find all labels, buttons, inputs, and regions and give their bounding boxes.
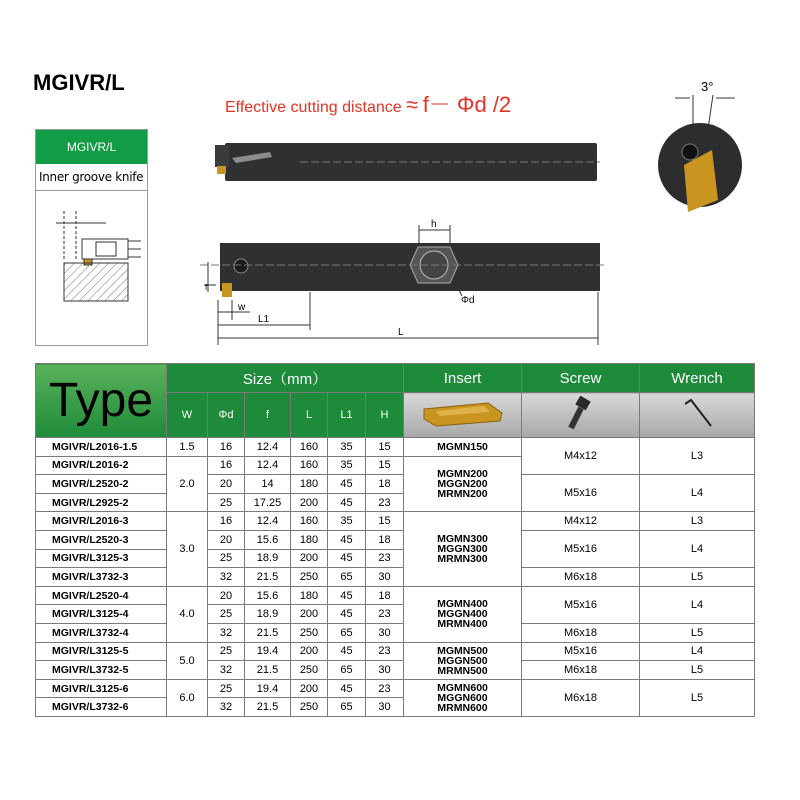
wrench-header: Wrench xyxy=(640,364,755,393)
insert-line: MGMN500 xyxy=(437,644,488,657)
screw-cell: M5x16 xyxy=(522,642,640,661)
col-w: W xyxy=(167,393,208,438)
screw-cell: M5x16 xyxy=(522,586,640,623)
wrench-cell: L4 xyxy=(640,530,755,567)
w-cell: 2.0 xyxy=(167,456,208,512)
l-cell: 250 xyxy=(291,568,328,587)
f-cell: 21.5 xyxy=(245,698,291,717)
h-cell: 15 xyxy=(366,438,404,457)
d-cell: 25 xyxy=(208,642,245,661)
dim-phid-label: Φd xyxy=(461,295,475,306)
screw-cell: M5x16 xyxy=(522,530,640,567)
w-cell: 3.0 xyxy=(167,512,208,586)
insert-line: MGGN200 xyxy=(437,477,488,490)
h-cell: 30 xyxy=(366,623,404,642)
d-cell: 25 xyxy=(208,605,245,624)
f-cell: 12.4 xyxy=(245,438,291,457)
d-cell: 32 xyxy=(208,661,245,680)
d-cell: 32 xyxy=(208,698,245,717)
l1-cell: 45 xyxy=(328,605,366,624)
d-cell: 25 xyxy=(208,493,245,512)
l1-cell: 65 xyxy=(328,698,366,717)
type-header: Type xyxy=(36,364,167,438)
f-cell: 21.5 xyxy=(245,623,291,642)
d-cell: 16 xyxy=(208,512,245,531)
f-cell: 21.5 xyxy=(245,568,291,587)
tool-end-view xyxy=(658,95,742,212)
l1-cell: 35 xyxy=(328,512,366,531)
l-cell: 180 xyxy=(291,586,328,605)
h-cell: 18 xyxy=(366,475,404,494)
l-cell: 160 xyxy=(291,512,328,531)
f-cell: 17.25 xyxy=(245,493,291,512)
insert-image xyxy=(404,393,522,438)
insert-line: MGMN150 xyxy=(437,440,488,453)
screw-cell: M5x16 xyxy=(522,475,640,512)
f-cell: 12.4 xyxy=(245,512,291,531)
h-cell: 23 xyxy=(366,605,404,624)
d-cell: 16 xyxy=(208,456,245,475)
dim-w-label: w xyxy=(238,302,246,313)
table-row-model: MGIVR/L2016-3 xyxy=(36,512,167,531)
l-cell: 200 xyxy=(291,493,328,512)
table-row-model: MGIVR/L2016-2 xyxy=(36,456,167,475)
insert-line: MRMN200 xyxy=(437,487,488,500)
h-cell: 23 xyxy=(366,493,404,512)
h-cell: 15 xyxy=(366,512,404,531)
l1-cell: 45 xyxy=(328,549,366,568)
screw-cell: M4x12 xyxy=(522,512,640,531)
f-cell: 19.4 xyxy=(245,642,291,661)
l-cell: 180 xyxy=(291,475,328,494)
l1-cell: 65 xyxy=(328,661,366,680)
h-cell: 23 xyxy=(366,642,404,661)
insert-line: MGGN400 xyxy=(437,608,488,621)
table-row-model: MGIVR/L3732-6 xyxy=(36,698,167,717)
h-cell: 15 xyxy=(366,456,404,475)
f-cell: 14 xyxy=(245,475,291,494)
l-cell: 180 xyxy=(291,530,328,549)
table-row-model: MGIVR/L3125-5 xyxy=(36,642,167,661)
d-cell: 16 xyxy=(208,438,245,457)
l1-cell: 35 xyxy=(328,438,366,457)
col-f: f xyxy=(245,393,291,438)
table-row-model: MGIVR/L3732-3 xyxy=(36,568,167,587)
screw-image xyxy=(522,393,640,438)
w-cell: 4.0 xyxy=(167,586,208,642)
screw-cell: M4x12 xyxy=(522,438,640,475)
wrench-cell: L5 xyxy=(640,679,755,716)
table-row-model: MGIVR/L3125-3 xyxy=(36,549,167,568)
insert-icon xyxy=(418,399,508,429)
insert-cell xyxy=(404,586,522,642)
screw-cell: M6x18 xyxy=(522,568,640,587)
dim-l1-label: L1 xyxy=(258,314,270,325)
f-cell: 19.4 xyxy=(245,679,291,698)
insert-line: MGMN200 xyxy=(437,467,488,480)
table-row-model: MGIVR/L3732-4 xyxy=(36,623,167,642)
l-cell: 250 xyxy=(291,661,328,680)
wrench-cell: L5 xyxy=(640,661,755,680)
insert-line: MGMN400 xyxy=(437,598,488,611)
col-l1: L1 xyxy=(328,393,366,438)
d-cell: 32 xyxy=(208,623,245,642)
insert-line: MRMN300 xyxy=(437,553,488,566)
l-cell: 160 xyxy=(291,438,328,457)
spec-table xyxy=(35,363,755,717)
h-cell: 18 xyxy=(366,530,404,549)
f-cell: 15.6 xyxy=(245,586,291,605)
l1-cell: 45 xyxy=(328,586,366,605)
h-cell: 18 xyxy=(366,586,404,605)
l1-cell: 45 xyxy=(328,493,366,512)
l-cell: 200 xyxy=(291,679,328,698)
table-row-model: MGIVR/L3125-4 xyxy=(36,605,167,624)
screw-cell: M6x18 xyxy=(522,623,640,642)
insert-line: MRMN600 xyxy=(437,701,488,714)
insert-cell xyxy=(404,438,522,457)
side-card-header: MGIVR/L xyxy=(36,130,147,164)
insert-line: MRMN400 xyxy=(437,618,488,631)
wrench-cell: L4 xyxy=(640,586,755,623)
screw-cell: M6x18 xyxy=(522,679,640,716)
insert-line: MGMN300 xyxy=(437,533,488,546)
technical-drawing xyxy=(0,0,800,360)
f-cell: 15.6 xyxy=(245,530,291,549)
l1-cell: 45 xyxy=(328,679,366,698)
dim-l-label: L xyxy=(398,327,404,338)
h-cell: 23 xyxy=(366,679,404,698)
l1-cell: 65 xyxy=(328,623,366,642)
table-row-model: MGIVR/L2925-2 xyxy=(36,493,167,512)
l-cell: 250 xyxy=(291,623,328,642)
formula-label: Effective cutting distance xyxy=(225,99,402,116)
insert-cell xyxy=(404,456,522,512)
h-cell: 30 xyxy=(366,698,404,717)
table-row-model: MGIVR/L3732-5 xyxy=(36,661,167,680)
l1-cell: 45 xyxy=(328,475,366,494)
size-header: Size（mm） xyxy=(167,364,404,393)
dim-f-label: f xyxy=(205,283,208,292)
col-l: L xyxy=(291,393,328,438)
angle-label: 3° xyxy=(701,79,714,94)
insert-line: MGGN300 xyxy=(437,543,488,556)
l-cell: 250 xyxy=(291,698,328,717)
h-cell: 30 xyxy=(366,661,404,680)
col-h: H xyxy=(366,393,404,438)
l-cell: 200 xyxy=(291,642,328,661)
table-row-model: MGIVR/L2520-4 xyxy=(36,586,167,605)
screw-icon xyxy=(561,394,601,434)
w-cell: 1.5 xyxy=(167,438,208,457)
wrench-cell: L4 xyxy=(640,475,755,512)
wrench-cell: L3 xyxy=(640,438,755,475)
insert-cell xyxy=(404,642,522,679)
tool-top-view xyxy=(215,143,600,181)
d-cell: 25 xyxy=(208,549,245,568)
h-cell: 30 xyxy=(366,568,404,587)
wrench-image xyxy=(640,393,755,438)
col-phid: Φd xyxy=(208,393,245,438)
wrench-cell: L5 xyxy=(640,623,755,642)
insert-header: Insert xyxy=(404,364,522,393)
wrench-cell: L4 xyxy=(640,642,755,661)
dim-h-label: h xyxy=(431,219,437,230)
d-cell: 25 xyxy=(208,679,245,698)
insert-cell xyxy=(404,512,522,586)
l1-cell: 65 xyxy=(328,568,366,587)
d-cell: 32 xyxy=(208,568,245,587)
f-cell: 21.5 xyxy=(245,661,291,680)
insert-cell xyxy=(404,679,522,716)
table-row-model: MGIVR/L2520-2 xyxy=(36,475,167,494)
d-cell: 20 xyxy=(208,530,245,549)
table-row-model: MGIVR/L3125-6 xyxy=(36,679,167,698)
approx-symbol: ≈ xyxy=(406,92,419,117)
insert-line: MGGN600 xyxy=(437,691,488,704)
screw-cell: M6x18 xyxy=(522,661,640,680)
insert-line: MRMN500 xyxy=(437,664,488,677)
l1-cell: 45 xyxy=(328,530,366,549)
w-cell: 5.0 xyxy=(167,642,208,679)
side-card-label: Inner groove knife xyxy=(36,164,147,191)
d-cell: 20 xyxy=(208,475,245,494)
l-cell: 200 xyxy=(291,605,328,624)
d-cell: 20 xyxy=(208,586,245,605)
page-title: MGIVR/L xyxy=(33,70,125,95)
wrench-cell: L3 xyxy=(640,512,755,531)
f-cell: 18.9 xyxy=(245,605,291,624)
table-row-model: MGIVR/L2016-1.5 xyxy=(36,438,167,457)
l-cell: 160 xyxy=(291,456,328,475)
wrench-cell: L5 xyxy=(640,568,755,587)
l1-cell: 45 xyxy=(328,642,366,661)
f-cell: 18.9 xyxy=(245,549,291,568)
formula-expression: f－ Φd /2 xyxy=(422,92,512,117)
screw-header: Screw xyxy=(522,364,640,393)
l-cell: 200 xyxy=(291,549,328,568)
l1-cell: 35 xyxy=(328,456,366,475)
w-cell: 6.0 xyxy=(167,679,208,716)
insert-line: MGMN600 xyxy=(437,681,488,694)
wrench-icon xyxy=(677,394,717,434)
table-row-model: MGIVR/L2520-3 xyxy=(36,530,167,549)
insert-line: MGGN500 xyxy=(437,654,488,667)
f-cell: 12.4 xyxy=(245,456,291,475)
h-cell: 23 xyxy=(366,549,404,568)
